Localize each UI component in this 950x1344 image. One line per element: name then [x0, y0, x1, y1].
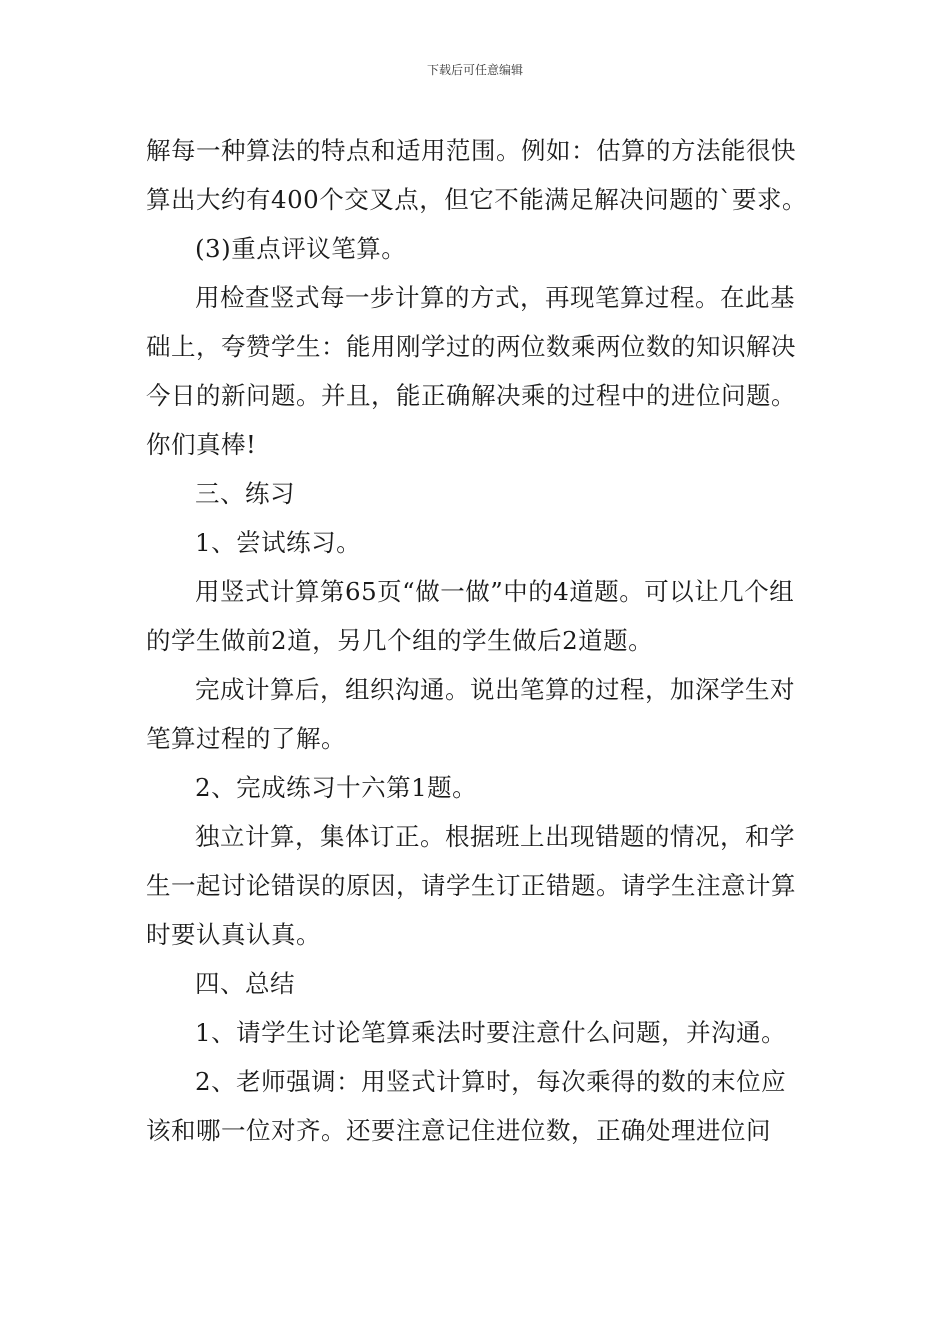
paragraph-subheading: 1、尝试练习。 [195, 528, 362, 557]
paragraph: 独立计算，集体订正。根据班上出现错题的情况，和学生一起讨论错误的原因，请学生订正错题。请学生注意计算时要认真认真。 [146, 822, 796, 949]
page-header: 下载后可任意编辑 [426, 63, 523, 77]
paragraph: 用检查竖式每一步计算的方式，再现笔算过程。在此基础上，夸赞学生：能用刚学过的两位数乘两位数的知识解决今日的新问题。并且，能正确解决乘的过程中的进位问题。你们真棒! [146, 283, 796, 459]
paragraph: 2、老师强调：用竖式计算时，每次乘得的数的末位应该和哪一位对齐。还要注意记住进位数，正确处理进位问 [146, 1067, 787, 1145]
paragraph-continued: 解每一种算法的特点和适用范围。例如：估算的方法能很快算出大约有400个交叉点，但它不能满足解决问题的`要求。 [146, 136, 808, 214]
paragraph: 完成计算后，组织沟通。说出笔算的过程，加深学生对笔算过程的了解。 [146, 675, 795, 753]
paragraph: 用竖式计算第65页“做一做”中的4道题。可以让几个组的学生做前2道，另几个组的学生做后2道题。 [146, 577, 795, 655]
paragraph-subheading: (3)重点评议笔算。 [195, 234, 407, 263]
paragraph: 1、请学生讨论笔算乘法时要注意什么问题，并沟通。 [195, 1018, 787, 1047]
section-heading-summary: 四、总结 [195, 969, 295, 998]
section-heading-practice: 三、练习 [195, 479, 295, 508]
paragraph-subheading: 2、完成练习十六第1题。 [195, 773, 478, 802]
document-body [146, 126, 810, 1155]
